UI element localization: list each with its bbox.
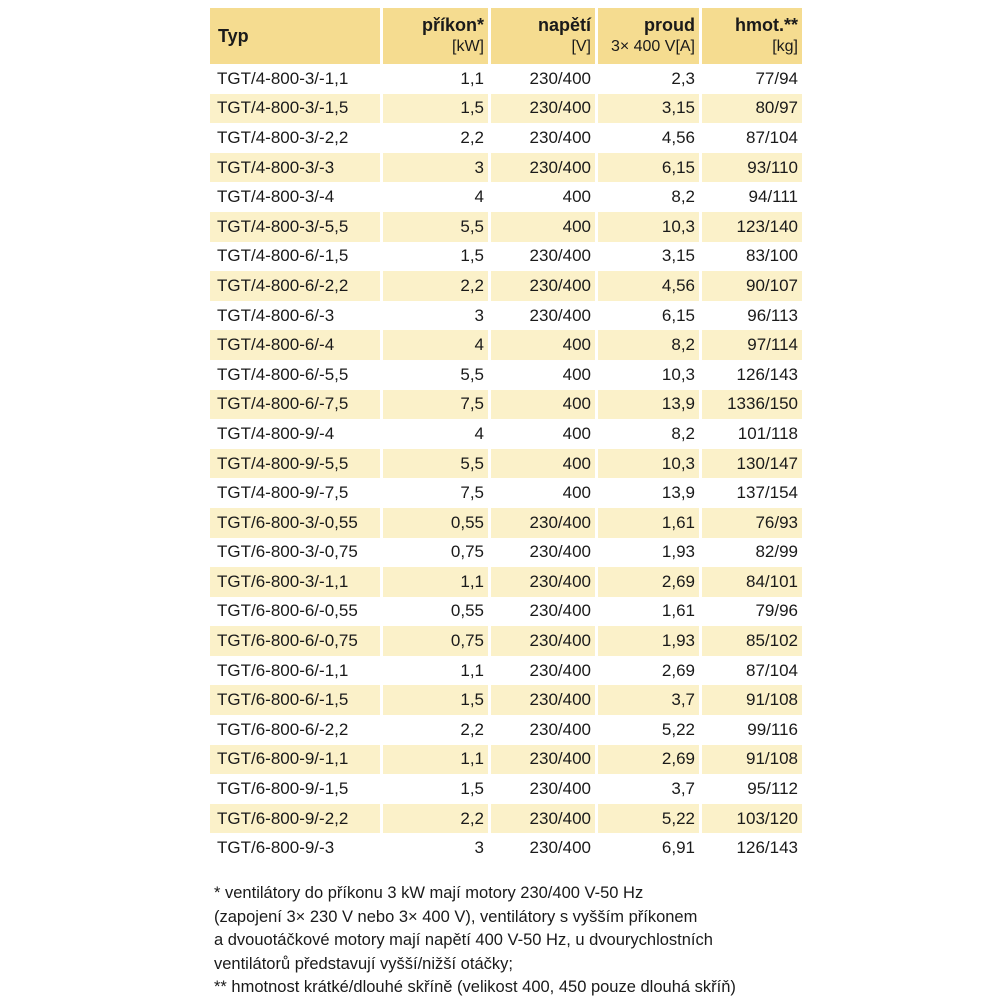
cell-hmotnost: 123/140 xyxy=(702,212,802,242)
cell-proud: 1,93 xyxy=(598,626,699,656)
cell-napeti: 230/400 xyxy=(491,567,595,597)
cell-typ: TGT/6-800-6/-0,75 xyxy=(210,626,380,656)
cell-napeti: 230/400 xyxy=(529,246,591,266)
cell-napeti: 230/400 xyxy=(529,660,591,680)
header-prikon: příkon* [kW] xyxy=(383,8,488,64)
cell-prikon: 0,55 xyxy=(383,508,488,538)
cell-napeti: 230/400 xyxy=(529,779,591,799)
cell-hmotnost: 91/108 xyxy=(702,685,802,715)
cell-hmotnost: 137/154 xyxy=(736,483,798,503)
cell-prikon: 0,75 xyxy=(383,626,488,656)
cell-hmotnost: 99/116 xyxy=(747,719,798,739)
cell-typ: TGT/6-800-3/-0,55 xyxy=(210,508,380,538)
cell-prikon: 1,5 xyxy=(460,246,484,266)
cell-prikon: 5,5 xyxy=(383,449,488,479)
header-typ: Typ xyxy=(210,8,380,64)
cell-proud: 1,61 xyxy=(598,508,699,538)
cell-prikon: 0,75 xyxy=(450,542,484,562)
cell-napeti: 230/400 xyxy=(529,838,591,858)
cell-napeti: 230/400 xyxy=(529,305,591,325)
cell-napeti: 230/400 xyxy=(529,719,591,739)
cell-hmotnost: 77/94 xyxy=(755,68,798,88)
cell-proud: 13,9 xyxy=(598,390,699,420)
cell-hmotnost: 94/111 xyxy=(748,187,798,207)
cell-typ: TGT/4-800-6/-7,5 xyxy=(210,390,380,420)
cell-proud: 8,2 xyxy=(671,423,695,443)
cell-napeti: 400 xyxy=(491,390,595,420)
table-row xyxy=(210,242,802,272)
cell-hmotnost: 83/100 xyxy=(746,246,798,266)
cell-napeti: 230/400 xyxy=(491,508,595,538)
cell-typ: TGT/6-800-3/-0,75 xyxy=(217,542,358,562)
cell-prikon: 1,5 xyxy=(383,685,488,715)
cell-typ: TGT/4-800-6/-1,5 xyxy=(217,246,349,266)
footnote-line: * ventilátory do příkonu 3 kW mají motory 230/400 V-50 Hz xyxy=(214,884,644,902)
cell-typ: TGT/6-800-9/-3 xyxy=(217,838,335,858)
table-row xyxy=(210,715,802,745)
cell-proud: 4,56 xyxy=(598,271,699,301)
cell-prikon: 7,5 xyxy=(460,483,484,503)
table-row xyxy=(210,419,802,449)
cell-proud: 2,69 xyxy=(598,567,699,597)
cell-napeti: 400 xyxy=(491,212,595,242)
cell-typ: TGT/6-800-9/-2,2 xyxy=(210,804,380,834)
cell-hmotnost: 95/112 xyxy=(747,779,798,799)
cell-typ: TGT/4-800-9/-7,5 xyxy=(217,483,349,503)
cell-prikon: 3 xyxy=(474,305,484,325)
table-row xyxy=(210,508,802,538)
cell-typ: TGT/4-800-6/-5,5 xyxy=(217,364,349,384)
cell-hmotnost: 97/114 xyxy=(702,330,802,360)
cell-hmotnost: 87/104 xyxy=(746,660,798,680)
table-row xyxy=(210,123,802,153)
cell-prikon: 4 xyxy=(474,187,484,207)
cell-proud: 2,69 xyxy=(661,660,695,680)
cell-typ: TGT/6-800-6/-1,5 xyxy=(210,685,380,715)
cell-napeti: 400 xyxy=(562,423,591,443)
cell-typ: TGT/6-800-6/-1,1 xyxy=(217,660,349,680)
cell-proud: 8,2 xyxy=(598,330,699,360)
cell-hmotnost: 130/147 xyxy=(702,449,802,479)
cell-typ: TGT/6-800-9/-1,5 xyxy=(217,779,349,799)
table-row xyxy=(210,745,802,775)
cell-napeti: 230/400 xyxy=(529,601,591,621)
cell-typ: TGT/4-800-3/-1,1 xyxy=(217,68,349,88)
cell-proud: 6,91 xyxy=(661,838,695,858)
cell-napeti: 400 xyxy=(562,483,591,503)
cell-typ: TGT/6-800-3/-1,1 xyxy=(210,567,380,597)
table-row xyxy=(210,94,802,124)
footnote-line: (zapojení 3× 230 V nebo 3× 400 V), ventilátory s vyšším příkonem xyxy=(214,907,698,926)
table-row xyxy=(210,626,802,656)
cell-napeti: 400 xyxy=(562,364,591,384)
table-row xyxy=(210,478,802,508)
table-row xyxy=(210,212,802,242)
table-row xyxy=(210,656,802,686)
cell-proud: 10,3 xyxy=(661,364,695,384)
cell-typ: TGT/6-800-6/-2,2 xyxy=(217,719,349,739)
cell-hmotnost: 79/96 xyxy=(755,601,798,621)
cell-prikon: 0,55 xyxy=(450,601,484,621)
cell-typ: TGT/4-800-3/-1,5 xyxy=(210,94,380,124)
cell-typ: TGT/4-800-6/-2,2 xyxy=(210,271,380,301)
cell-napeti: 400 xyxy=(562,187,591,207)
cell-hmotnost: 90/107 xyxy=(702,271,802,301)
table-row xyxy=(210,390,802,420)
cell-proud: 1,61 xyxy=(661,601,695,621)
cell-prikon: 1,5 xyxy=(460,779,484,799)
cell-proud: 6,15 xyxy=(661,305,695,325)
cell-napeti: 230/400 xyxy=(529,542,591,562)
cell-hmotnost: 80/97 xyxy=(702,94,802,124)
table-row xyxy=(210,301,802,331)
cell-napeti: 230/400 xyxy=(491,804,595,834)
table-header-row xyxy=(210,8,802,64)
cell-hmotnost: 1336/150 xyxy=(702,390,802,420)
cell-proud: 2,69 xyxy=(598,745,699,775)
cell-hmotnost: 87/104 xyxy=(746,127,798,147)
header-hmotnost: hmot.** [kg] xyxy=(702,8,802,64)
cell-proud: 6,15 xyxy=(598,153,699,183)
header-napeti: napětí [V] xyxy=(491,8,595,64)
cell-napeti: 230/400 xyxy=(491,94,595,124)
table-row xyxy=(210,774,802,804)
table-body xyxy=(210,64,802,863)
cell-typ: TGT/4-800-3/-3 xyxy=(210,153,380,183)
table-row xyxy=(210,804,802,834)
cell-typ: TGT/6-800-6/-0,55 xyxy=(217,601,358,621)
cell-prikon: 1,1 xyxy=(460,660,484,680)
cell-proud: 1,93 xyxy=(661,542,695,562)
table-row xyxy=(210,449,802,479)
cell-hmotnost: 93/110 xyxy=(702,153,802,183)
cell-proud: 10,3 xyxy=(598,449,699,479)
cell-typ: TGT/4-800-9/-5,5 xyxy=(210,449,380,479)
cell-prikon: 2,2 xyxy=(460,127,484,147)
table-row xyxy=(210,538,802,568)
table-row xyxy=(210,153,802,183)
cell-prikon: 1,1 xyxy=(460,68,484,88)
cell-typ: TGT/4-800-3/-2,2 xyxy=(217,127,349,147)
cell-proud: 3,7 xyxy=(598,685,699,715)
table-row xyxy=(210,567,802,597)
cell-prikon: 1,5 xyxy=(383,94,488,124)
cell-prikon: 5,5 xyxy=(460,364,484,384)
cell-prikon: 2,2 xyxy=(383,271,488,301)
cell-proud: 3,7 xyxy=(671,779,695,799)
cell-proud: 3,15 xyxy=(598,94,699,124)
cell-hmotnost: 101/118 xyxy=(737,423,798,443)
cell-proud: 8,2 xyxy=(671,187,695,207)
cell-napeti: 400 xyxy=(491,449,595,479)
table-row xyxy=(210,597,802,627)
cell-proud: 13,9 xyxy=(661,483,695,503)
cell-prikon: 2,2 xyxy=(383,804,488,834)
table-row xyxy=(210,182,802,212)
cell-proud: 4,56 xyxy=(661,127,695,147)
table-row xyxy=(210,330,802,360)
cell-napeti: 230/400 xyxy=(491,685,595,715)
cell-proud: 3,15 xyxy=(661,246,695,266)
cell-napeti: 230/400 xyxy=(491,745,595,775)
footnote-line: a dvouotáčkové motory mají napětí 400 V-50 Hz, u dvourychlostních xyxy=(214,931,713,949)
cell-prikon: 1,1 xyxy=(383,567,488,597)
cell-prikon: 3 xyxy=(474,838,484,858)
cell-hmotnost: 82/99 xyxy=(755,542,798,562)
table-row xyxy=(210,271,802,301)
cell-proud: 2,3 xyxy=(671,68,695,88)
cell-hmotnost: 91/108 xyxy=(702,745,802,775)
cell-typ: TGT/6-800-9/-1,1 xyxy=(210,745,380,775)
cell-proud: 5,22 xyxy=(598,804,699,834)
cell-hmotnost: 103/120 xyxy=(702,804,802,834)
table-row xyxy=(210,64,802,94)
cell-prikon: 7,5 xyxy=(383,390,488,420)
cell-hmotnost: 76/93 xyxy=(702,508,802,538)
table-row xyxy=(210,833,802,863)
cell-typ: TGT/4-800-3/-4 xyxy=(217,187,335,207)
cell-typ: TGT/4-800-6/-3 xyxy=(217,305,335,325)
cell-napeti: 230/400 xyxy=(529,127,591,147)
cell-typ: TGT/4-800-6/-4 xyxy=(210,330,380,360)
cell-typ: TGT/4-800-3/-5,5 xyxy=(210,212,380,242)
header-proud: proud 3× 400 V[A] xyxy=(598,8,699,64)
cell-napeti: 230/400 xyxy=(491,153,595,183)
cell-proud: 5,22 xyxy=(661,719,695,739)
table-row xyxy=(210,685,802,715)
cell-prikon: 1,1 xyxy=(383,745,488,775)
cell-typ: TGT/4-800-9/-4 xyxy=(217,423,335,443)
cell-prikon: 5,5 xyxy=(383,212,488,242)
footnotes xyxy=(214,882,814,1000)
spec-table xyxy=(207,8,805,863)
cell-hmotnost: 84/101 xyxy=(702,567,802,597)
cell-hmotnost: 126/143 xyxy=(736,838,798,858)
cell-hmotnost: 96/113 xyxy=(747,305,798,325)
cell-hmotnost: 126/143 xyxy=(736,364,798,384)
spec-table-container xyxy=(210,8,798,863)
footnote-line: ** hmotnost krátké/dlouhé skříně (velikost 400, 450 pouze dlouhá skříň) xyxy=(214,978,736,996)
cell-napeti: 230/400 xyxy=(491,271,595,301)
cell-proud: 10,3 xyxy=(598,212,699,242)
cell-prikon: 3 xyxy=(383,153,488,183)
footnote-line: ventilátorů představují vyšší/nižší otáčky; xyxy=(214,954,513,973)
table-row xyxy=(210,360,802,390)
cell-hmotnost: 85/102 xyxy=(702,626,802,656)
cell-napeti: 230/400 xyxy=(529,68,591,88)
cell-prikon: 2,2 xyxy=(460,719,484,739)
cell-napeti: 230/400 xyxy=(491,626,595,656)
cell-prikon: 4 xyxy=(474,423,484,443)
cell-napeti: 400 xyxy=(491,330,595,360)
cell-prikon: 4 xyxy=(383,330,488,360)
